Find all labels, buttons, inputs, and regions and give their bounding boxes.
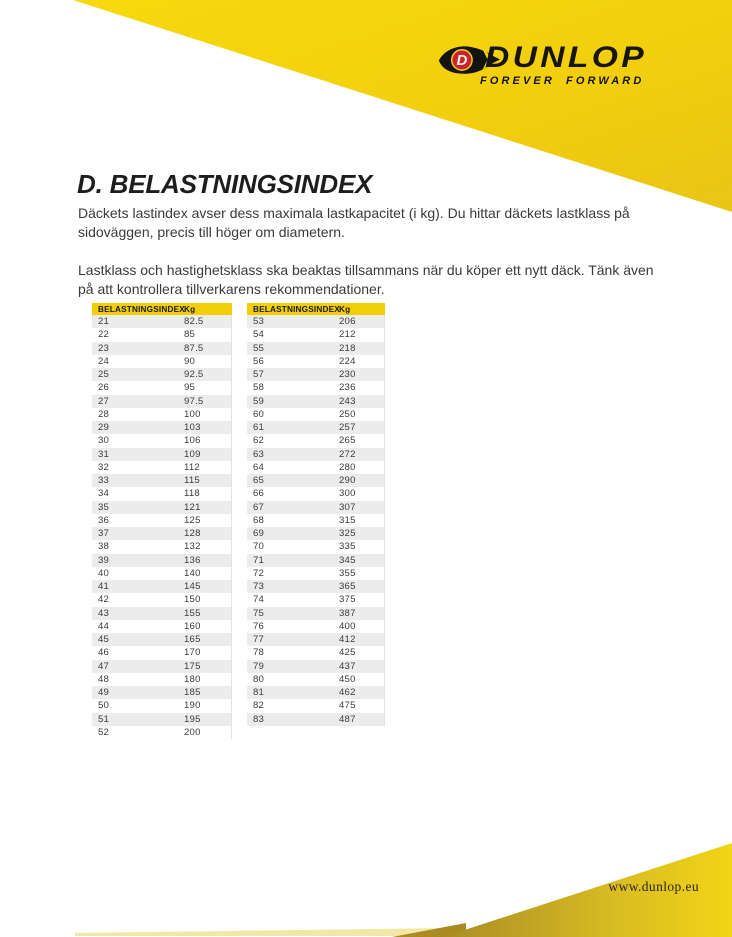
- table-row: [92, 501, 231, 514]
- table-row: [247, 328, 384, 341]
- load-index-cell: 49: [98, 687, 110, 698]
- load-index-cell: 63: [253, 448, 265, 460]
- table-row: [247, 315, 384, 328]
- table-row: [247, 620, 384, 633]
- kg-cell: 170: [184, 647, 201, 659]
- load-index-cell: 55: [253, 342, 265, 354]
- kg-cell: 272: [339, 448, 356, 460]
- table-row: [92, 514, 231, 527]
- table-row: [247, 474, 384, 487]
- table-row: [247, 368, 384, 381]
- kg-cell: 300: [339, 488, 356, 500]
- table-row: [92, 607, 231, 620]
- table-row: [92, 593, 231, 606]
- load-index-cell: 30: [98, 435, 110, 447]
- load-index-cell: 64: [253, 461, 265, 473]
- kg-cell: 155: [184, 607, 201, 619]
- load-index-cell: 75: [253, 607, 265, 619]
- table-row: [92, 580, 231, 593]
- load-index-cell: 56: [253, 355, 265, 367]
- load-index-table-right: [247, 303, 385, 726]
- kg-cell: 475: [339, 700, 356, 712]
- table-row: [247, 540, 384, 553]
- table-row: [247, 381, 384, 394]
- kg-cell: 212: [339, 329, 356, 341]
- table-row: [92, 355, 231, 368]
- table-row: [92, 381, 231, 394]
- load-index-cell: 33: [98, 475, 110, 486]
- table-row: [92, 421, 231, 434]
- kg-cell: 315: [339, 514, 356, 526]
- table-row: [247, 646, 384, 659]
- table-row: [92, 646, 231, 659]
- kg-cell: 165: [184, 634, 201, 645]
- kg-cell: 230: [339, 369, 356, 380]
- load-index-cell: 31: [98, 448, 110, 460]
- table-row: [92, 554, 231, 567]
- load-index-cell: 57: [253, 369, 265, 380]
- kg-cell: 365: [339, 581, 356, 592]
- table-row: [92, 660, 231, 673]
- table-row: [92, 713, 231, 726]
- table-row: [92, 620, 231, 633]
- kg-cell: 112: [184, 461, 200, 473]
- load-index-cell: 74: [253, 594, 265, 606]
- kg-cell: 150: [184, 594, 201, 606]
- load-index-cell: 42: [98, 594, 110, 606]
- kg-cell: 118: [184, 488, 200, 500]
- table-row: [247, 501, 384, 514]
- kg-cell: 95: [184, 382, 196, 394]
- table-row: [247, 567, 384, 580]
- load-index-cell: 83: [253, 713, 265, 725]
- kg-cell: 121: [184, 501, 201, 513]
- kg-cell: 100: [184, 408, 201, 420]
- load-index-cell: 59: [253, 395, 265, 407]
- table-row: [92, 527, 231, 540]
- load-index-cell: 46: [98, 647, 110, 659]
- load-index-cell: 52: [98, 726, 110, 738]
- table-row: [92, 434, 231, 447]
- kg-cell: 103: [184, 422, 201, 433]
- load-index-cell: 71: [253, 554, 265, 566]
- table-row: [92, 673, 231, 686]
- paragraph-lastindex: Däckets lastindex avser dess maximala lastkapacitet (i kg). Du hittar däckets lastklass på sidoväggen, precis till höger om diametern.: [78, 205, 630, 240]
- table-row: [247, 593, 384, 606]
- kg-cell: 90: [184, 355, 196, 367]
- table-row: [247, 554, 384, 567]
- column-header-belastningsindex: BELASTNINGSINDEX: [253, 305, 340, 314]
- kg-cell: 425: [339, 647, 356, 659]
- kg-cell: 462: [339, 687, 356, 698]
- table-row: [92, 686, 231, 699]
- table-row: [92, 726, 231, 739]
- load-index-cell: 72: [253, 567, 265, 579]
- kg-cell: 195: [184, 713, 201, 725]
- kg-cell: 125: [184, 514, 201, 526]
- footer-band: [0, 810, 732, 937]
- table-row: [247, 395, 384, 408]
- load-index-cell: 54: [253, 329, 265, 341]
- table-row: [247, 686, 384, 699]
- kg-cell: 87.5: [184, 342, 204, 354]
- kg-cell: 109: [184, 448, 201, 460]
- kg-cell: 450: [339, 673, 356, 685]
- load-index-cell: 58: [253, 382, 265, 394]
- kg-cell: 236: [339, 382, 356, 394]
- kg-cell: 375: [339, 594, 356, 606]
- kg-cell: 175: [184, 660, 201, 672]
- load-index-cell: 70: [253, 541, 265, 553]
- load-index-cell: 29: [98, 422, 110, 433]
- kg-cell: 437: [339, 660, 356, 672]
- load-index-cell: 53: [253, 316, 265, 327]
- right-table-rows: [247, 315, 385, 726]
- table-row: [247, 461, 384, 474]
- load-index-cell: 76: [253, 620, 265, 632]
- table-row: [92, 315, 231, 328]
- table-row: [247, 607, 384, 620]
- kg-cell: 265: [339, 435, 356, 447]
- kg-cell: 243: [339, 395, 356, 407]
- table-row: [92, 342, 231, 355]
- kg-cell: 82.5: [184, 316, 204, 327]
- table-row: [92, 633, 231, 646]
- load-index-cell: 40: [98, 567, 110, 579]
- load-index-cell: 66: [253, 488, 265, 500]
- kg-cell: 400: [339, 620, 356, 632]
- table-row: [92, 487, 231, 500]
- load-index-cell: 51: [98, 713, 110, 725]
- load-index-cell: 60: [253, 408, 265, 420]
- load-index-cell: 24: [98, 355, 110, 367]
- table-row: [247, 514, 384, 527]
- kg-cell: 140: [184, 567, 201, 579]
- kg-cell: 250: [339, 408, 356, 420]
- load-index-cell: 67: [253, 501, 265, 513]
- column-header-belastningsindex: BELASTNINGSINDEX: [98, 305, 185, 314]
- load-index-cell: 61: [253, 422, 265, 433]
- table-row: [92, 368, 231, 381]
- load-index-table-left: [92, 303, 232, 739]
- footer-url[interactable]: www.dunlop.eu: [608, 879, 699, 894]
- table-row: [247, 699, 384, 712]
- table-row: [247, 660, 384, 673]
- kg-cell: 115: [184, 475, 200, 486]
- load-index-cell: 22: [98, 329, 110, 341]
- kg-cell: 136: [184, 554, 201, 566]
- kg-cell: 257: [339, 422, 356, 433]
- kg-cell: 206: [339, 316, 356, 327]
- load-index-cell: 27: [98, 395, 110, 407]
- kg-cell: 280: [339, 461, 356, 473]
- table-row: [92, 474, 231, 487]
- kg-cell: 307: [339, 501, 356, 513]
- kg-cell: 180: [184, 673, 201, 685]
- kg-cell: 132: [184, 541, 201, 553]
- kg-cell: 106: [184, 435, 201, 447]
- kg-cell: 185: [184, 687, 201, 698]
- left-table-rows: [92, 315, 232, 739]
- load-index-cell: 38: [98, 541, 110, 553]
- table-row: [92, 567, 231, 580]
- kg-cell: 145: [184, 581, 201, 592]
- load-index-cell: 81: [253, 687, 265, 698]
- table-row: [247, 342, 384, 355]
- load-index-cell: 28: [98, 408, 110, 420]
- table-header: [92, 303, 232, 315]
- load-index-cell: 78: [253, 647, 265, 659]
- load-index-cell: 37: [98, 528, 110, 539]
- load-index-cell: 35: [98, 501, 110, 513]
- brand-tagline: FOREVER FORWARD: [480, 75, 645, 87]
- load-index-cell: 48: [98, 673, 110, 685]
- table-row: [247, 408, 384, 421]
- load-index-cell: 41: [98, 581, 110, 592]
- load-index-cell: 77: [253, 634, 265, 645]
- kg-cell: 412: [339, 634, 356, 645]
- load-index-cell: 69: [253, 528, 265, 539]
- kg-cell: 128: [184, 528, 201, 539]
- kg-cell: 92.5: [184, 369, 204, 380]
- table-row: [247, 580, 384, 593]
- brand-wordmark: DUNLOP: [485, 41, 648, 74]
- load-index-cell: 79: [253, 660, 265, 672]
- load-index-cell: 43: [98, 607, 110, 619]
- table-row: [92, 540, 231, 553]
- load-index-cell: 45: [98, 634, 110, 645]
- kg-cell: 387: [339, 607, 356, 619]
- load-index-cell: 68: [253, 514, 265, 526]
- load-index-cell: 25: [98, 369, 110, 380]
- paragraph-lastklass: Lastklass och hastighetsklass ska beaktas tillsammans när du köper ett nytt däck. Tänk även på att kontrollera tillverkarens rekommendationer.: [78, 262, 654, 297]
- load-index-cell: 82: [253, 700, 265, 712]
- page-title: D. BELASTNINGSINDEX: [77, 169, 373, 199]
- table-row: [92, 395, 231, 408]
- load-index-cell: 36: [98, 514, 110, 526]
- kg-cell: 218: [339, 342, 356, 354]
- load-index-cell: 44: [98, 620, 110, 632]
- table-row: [92, 699, 231, 712]
- table-row: [92, 461, 231, 474]
- load-index-cell: 65: [253, 475, 265, 486]
- table-row: [247, 434, 384, 447]
- kg-cell: 487: [339, 713, 356, 725]
- load-index-cell: 73: [253, 581, 265, 592]
- table-row: [247, 633, 384, 646]
- kg-cell: 355: [339, 567, 356, 579]
- kg-cell: 160: [184, 620, 201, 632]
- table-row: [247, 421, 384, 434]
- table-row: [92, 448, 231, 461]
- table-row: [247, 527, 384, 540]
- column-header-kg: Kg: [184, 305, 196, 314]
- table-row: [92, 328, 231, 341]
- table-row: [92, 408, 231, 421]
- table-header: [247, 303, 385, 315]
- kg-cell: 345: [339, 554, 356, 566]
- kg-cell: 290: [339, 475, 356, 486]
- kg-cell: 97.5: [184, 395, 204, 407]
- table-row: [247, 673, 384, 686]
- kg-cell: 190: [184, 700, 201, 712]
- load-index-cell: 39: [98, 554, 110, 566]
- load-index-cell: 32: [98, 461, 110, 473]
- badge-letter: D: [456, 52, 468, 70]
- load-index-cell: 80: [253, 673, 265, 685]
- kg-cell: 325: [339, 528, 356, 539]
- kg-cell: 335: [339, 541, 356, 553]
- table-row: [247, 448, 384, 461]
- load-index-cell: 47: [98, 660, 110, 672]
- table-row: [247, 713, 384, 726]
- load-index-cell: 62: [253, 435, 265, 447]
- kg-cell: 85: [184, 329, 196, 341]
- table-row: [247, 487, 384, 500]
- kg-cell: 200: [184, 726, 201, 738]
- load-index-cell: 21: [98, 316, 110, 327]
- table-row: [247, 355, 384, 368]
- kg-cell: 224: [339, 355, 356, 367]
- load-index-cell: 26: [98, 382, 110, 394]
- load-index-cell: 50: [98, 700, 110, 712]
- load-index-cell: 34: [98, 488, 110, 500]
- load-index-cell: 23: [98, 342, 110, 354]
- column-header-kg: Kg: [339, 305, 351, 314]
